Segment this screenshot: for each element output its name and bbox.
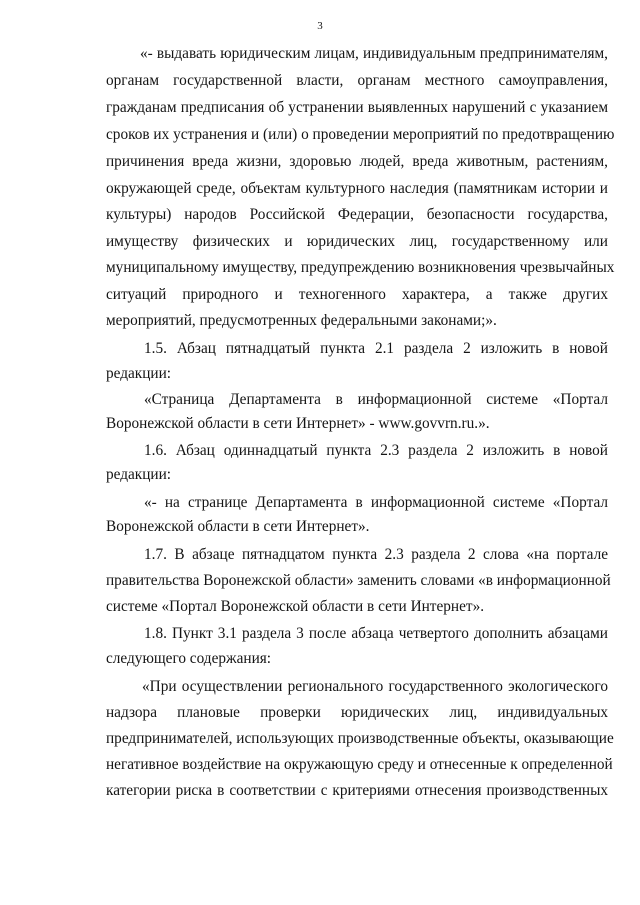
text-line: 1.8. Пункт 3.1 раздела 3 после абзаца четвертого дополнить абзацами — [144, 625, 608, 642]
text-line: надзора плановые проверки юридических лиц, индивидуальных — [106, 704, 608, 721]
text-line: мероприятий, предусмотренных федеральными законами;». — [106, 312, 497, 329]
text-line: окружающей среде, объектам культурного наследия (памятникам истории и — [106, 180, 608, 197]
text-line: Воронежской области в сети Интернет». — [106, 518, 370, 535]
text-line: предпринимателей, использующих производственные объекты, оказывающие — [106, 730, 614, 747]
text-line: категории риска в соответствии с критериями отнесения производственных — [106, 782, 608, 799]
text-line: «- на странице Департамента в информационной системе «Портал — [144, 494, 608, 511]
text-line: 1.7. В абзаце пятнадцатом пункта 2.3 раздела 2 слова «на портале — [144, 546, 608, 563]
text-line: культуры) народов Российской Федерации, безопасности государства, — [106, 206, 608, 223]
text-line: редакции: — [106, 466, 172, 483]
page-number: 3 — [317, 20, 323, 32]
text-line: 1.5. Абзац пятнадцатый пункта 2.1 раздела 2 изложить в новой — [144, 340, 608, 357]
text-line: редакции: — [106, 365, 172, 382]
text-line: негативное воздействие на окружающую среду и отнесенные к определенной — [106, 756, 613, 773]
text-line: гражданам предписания об устранении выявленных нарушений с указанием — [106, 99, 608, 116]
text-line: ситуаций природного и техногенного характера, а также других — [106, 286, 608, 303]
text-line: «- выдавать юридическим лицам, индивидуальным предпринимателям, — [140, 45, 608, 62]
text-line: муниципальному имуществу, предупреждению возникновения чрезвычайных — [106, 259, 615, 276]
text-line: сроков их устранения и (или) о проведении мероприятий по предотвращению — [106, 126, 615, 143]
text-line: Воронежской области в сети Интернет» - www.govvrn.ru.». — [106, 415, 490, 432]
text-line: правительства Воронежской области» заменить словами «в информационной — [106, 572, 611, 589]
text-line: «Страница Департамента в информационной системе «Портал — [144, 391, 608, 408]
text-line: системе «Портал Воронежской области в сети Интернет». — [106, 598, 485, 615]
text-line: имуществу физических и юридических лиц, государственному или — [106, 233, 608, 250]
text-line: органам государственной власти, органам местного самоуправления, — [106, 72, 608, 89]
text-line: причинения вреда жизни, здоровью людей, вреда животным, растениям, — [106, 153, 608, 170]
text-line: «При осуществлении регионального государственного экологического — [142, 678, 608, 695]
text-line: 1.6. Абзац одиннадцатый пункта 2.3 раздела 2 изложить в новой — [144, 442, 608, 459]
text-line: следующего содержания: — [106, 650, 272, 667]
